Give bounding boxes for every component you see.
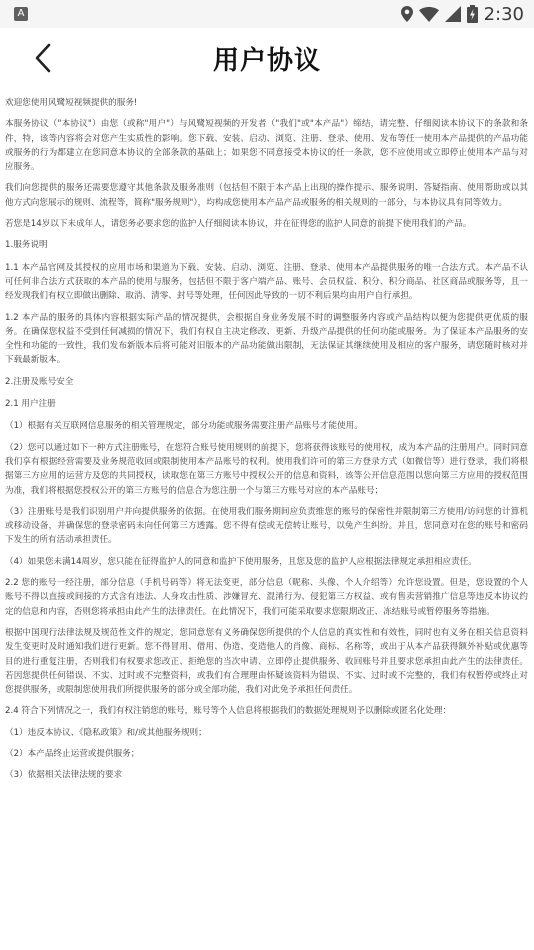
page-header: [0, 28, 534, 88]
location-icon: [401, 6, 413, 22]
agreement-paragraph: 1.2 本产品的服务的具体内容根据实际产品的情况提供，会根据自身业务发展不时的调整服务内容或产品结构以便为您提供更优质的服务。在确保您权益不受到任何减损的情况下，我们有权自主决定修改、更新、升级产品提供的任何功能或服务。为了保证本产品服务的安全性和功能的一致性，我们发布新版本后将可能对旧版本的产品功能做出限制，无法保证其继续使用及相应的客户服务，请您随时核对并下载最新版本。: [5, 312, 528, 366]
notification-badge: A: [14, 7, 28, 21]
status-icons: [401, 4, 524, 25]
section-heading: 1.服务说明: [5, 240, 48, 251]
agreement-paragraph: 我们向您提供的服务还需要您遵守其他条款及服务准则（包括但不限于本产品上出现的操作提示、服务说明、答疑指南、使用帮助或以其他方式向您展示的规则、流程等，简称"服务规则"），均构成您使用本产品产品或服务的相关规则的一部分，与本协议具有同等效力。: [5, 183, 528, 208]
agreement-paragraph: （3）依据相关法律法规的要求: [5, 770, 123, 781]
signal-icon: [445, 6, 461, 22]
agreement-paragraph: （1）根据有关互联网信息服务的相关管理规定，部分功能或服务需要注册产品账号才能使用。: [5, 421, 363, 432]
back-arrow-icon[interactable]: [28, 42, 60, 74]
agreement-paragraph: 2.4 符合下列情况之一，我们有权注销您的账号，账号等个人信息将根据我们的数据处理规则予以删除或匿名化处理：: [5, 706, 452, 717]
page-title: 用户协议: [212, 45, 321, 76]
subsection-heading: 2.1 用户注册: [5, 399, 56, 410]
agreement-paragraph: 若您是14岁以下未成年人，请您务必要求您的监护人仔细阅读本协议，并在征得您的监护人同意的前提下使用我们的产品。: [5, 219, 472, 230]
status-time: 2:30: [483, 3, 524, 25]
agreement-paragraph: 欢迎您使用风鹭短视频提供的服务!: [5, 98, 138, 108]
agreement-paragraph: （3）注册账号是我们识别用户并向提供服务的依据。在使用我们服务期间应负责维您的账号的保密性并限制第三方使用/访问您的计算机或移动设备，并确保您的登录密码未向任何第三方透露。您不得有偿或无偿转让账号，以免产生纠纷。并且，您同意对在您的账号和密码下发生的所有活动承担责任。: [5, 506, 528, 546]
agreement-paragraph: 本服务协议（"本协议"）由您（或称"用户"）与风鹭短视频的开发者（"我们"或"本产品"）缔结，请完整、仔细阅读本协议下的条款和条件，特，该等内容将会对您产生实质性的影响。您下载、安装、启动、浏览、注册、登录、使用、发布等任一使用本产品提供的产品功能或服务的行为都建立在您同意本协议的全部条款的基础上；如果您不同意接受本协议的任一条款，您不应使用或立即停止使用本产品与对应服务。: [5, 119, 528, 173]
agreement-paragraph: 2.2 您的账号一经注册，部分信息（手机号码等）将无法变更，部分信息（昵称、头像、个人介绍等）允许您设置。但是，您设置的个人账号不得以直接或间接的方式含有违法、人身攻击性质、涉嫌冒充、混淆行为、侵犯第三方权益、或有售卖营销推广信息等违反本协议约定的信息和内容，否则您将承担由此产生的法律责任。在此情况下，我们可能采取要求您限期改正、冻结账号或暂停服务等措施。: [5, 578, 528, 617]
status-bar: [0, 0, 534, 28]
agreement-paragraph: （1）违反本协议、《隐私政策》和/或其他服务规则；: [5, 727, 207, 738]
wifi-icon: [419, 7, 439, 22]
agreement-body: [0, 88, 534, 783]
battery-icon: [467, 5, 478, 23]
agreement-paragraph: （2）您可以通过如下一种方式注册账号，在您符合账号使用规则的前提下，您将获得该账号的使用权，成为本产品的注册用户。同时同意我们享有根据经营需要及业务规范收回或限制使用本产品账号的权利。使用我们许可的第三方登录方式（如微信等）进行登录，我们将根据第三方应用的运营方及您的共同授权，读取您在第三方账号中授权公开的信息和资料，该等公开信息范围以您向第三方应用的授权范围为准，我们将根据您授权公开的第三方账号的信息合为您注册一个与第三方账号对应的本产品账号；: [5, 442, 528, 496]
agreement-paragraph: 1.1 本产品官网及其授权的应用市场和渠道为下载、安装、启动、浏览、注册、登录、使用本产品提供服务的唯一合法方式。本产品不认可任何非合法方式获取的本产品的使用与服务，包括但不限于客户端产品、账号、会员权益、积分、积分商品、社区商品或服务等，且一经发现我们有权立即做出删除、取消、清零、封号等处理，任何因此导致的一切不利后果均由用户自行承担。: [5, 262, 528, 302]
agreement-paragraph: （2）本产品终止运营或提供服务；: [5, 748, 140, 759]
agreement-paragraph: 根据中国现行法律法规及规范性文件的规定，您同意您有义务确保您所提供的个人信息的真实性和有效性，同时也有义务在相关信息资料发生变更时及时通知我们进行更新。您不得冒用、借用、伪造、变造他人的肖像、商标、名称等，或出于从本产品获得额外补贴或优惠等目的进行重复注册，否则我们有权要求您改正、拒绝您的当次申请、立即停止提供服务、收回账号并且要求您承担由此产生的法律责任。若因您提供任何错误、不实、过时或不完整资料，或我们有合理理由怀疑该资料为错误、不实、过时或不完整的，我们有权暂停或终止对您提供服务，或限制您使用我们所提供服务的部分或全部功能，我们对此免予承担任何责任。: [5, 627, 528, 696]
section-heading: 2.注册及账号安全: [5, 376, 74, 387]
agreement-paragraph: （4）如果您未满14周岁，您只能在征得监护人的同意和监护下使用服务，且您及您的监护人应根据法律规定承担相应责任。: [5, 556, 477, 567]
